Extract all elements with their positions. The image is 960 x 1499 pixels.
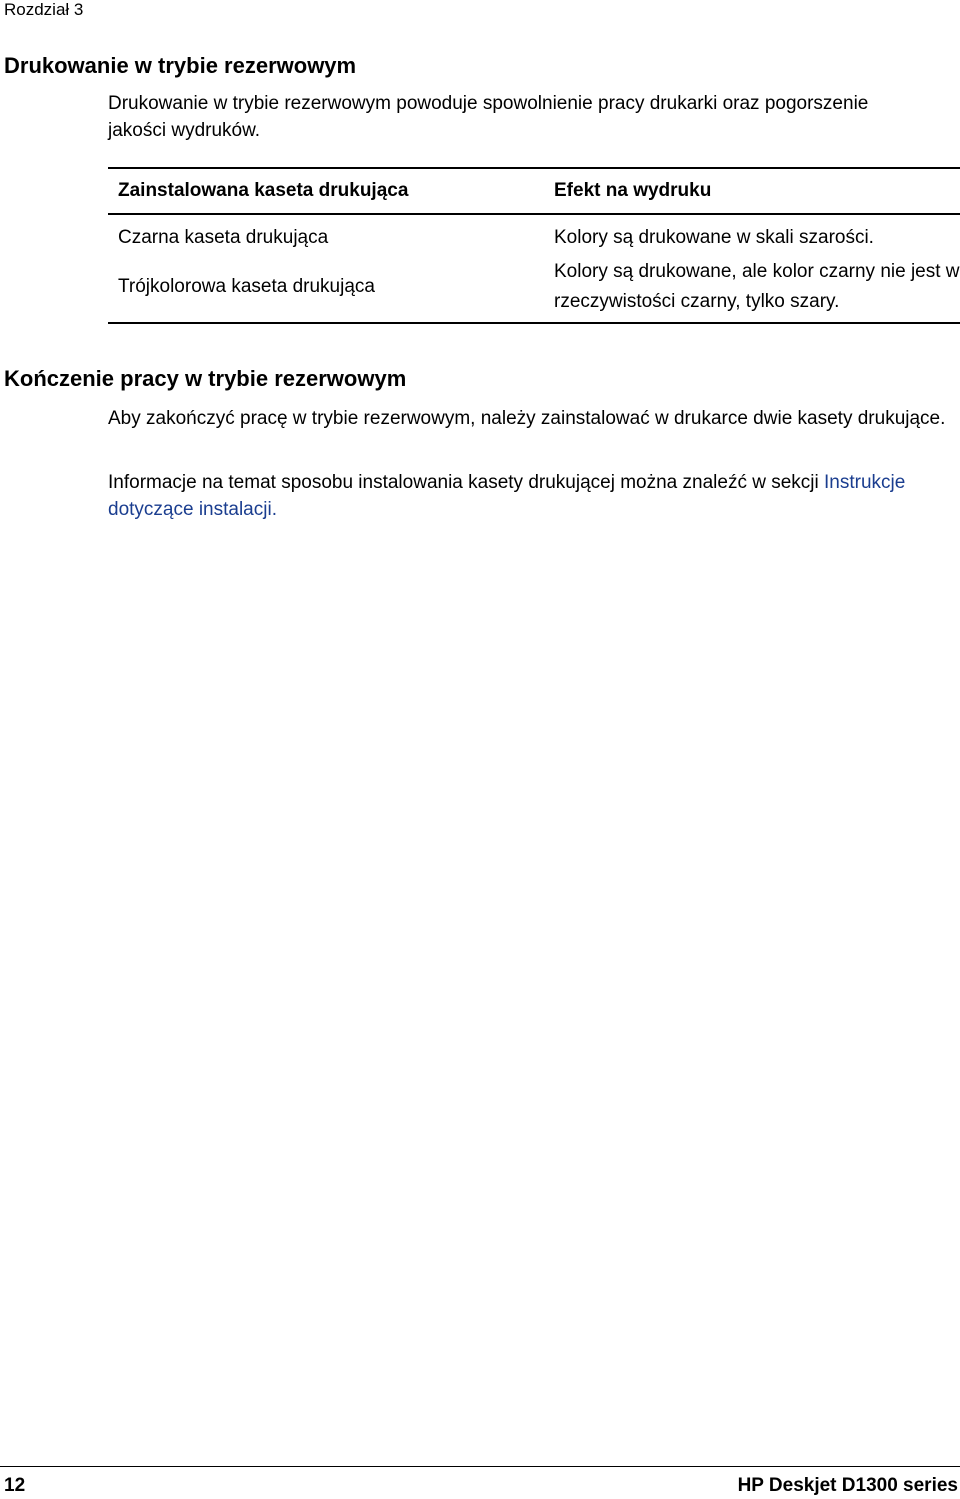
table-cell-cartridge: Trójkolorowa kaseta drukująca <box>118 276 375 297</box>
table-row <box>108 254 960 323</box>
table-cell-effect: Kolory są drukowane, ale kolor czarny nie jest w rzeczywistości czarny, tylko szary. <box>554 261 960 312</box>
install-info-paragraph <box>108 469 960 523</box>
table-header-row <box>108 168 960 214</box>
exit-paragraph: Aby zakończyć pracę w trybie rezerwowym, należy zainstalować w drukarce dwie kasety drukujące. <box>108 408 946 429</box>
table-header-cartridge: Zainstalowana kaseta drukująca <box>118 180 409 201</box>
table-row <box>108 214 960 254</box>
installation-instructions-link[interactable]: Instrukcje dotyczące instalacji. <box>108 472 906 520</box>
page-number: 12 <box>4 1475 26 1496</box>
section-title-reserve-mode: Drukowanie w trybie rezerwowym <box>4 53 357 78</box>
product-name: HP Deskjet D1300 series <box>737 1475 958 1496</box>
table-cell-effect: Kolory są drukowane w skali szarości. <box>554 227 874 248</box>
intro-paragraph: Drukowanie w trybie rezerwowym powoduje spowolnienie pracy drukarki oraz pogorszenie jakości wydruków. <box>108 93 869 141</box>
table-header-effect: Efekt na wydruku <box>554 180 712 201</box>
chapter-label: Rozdział 3 <box>4 0 84 19</box>
footer-divider <box>0 1466 960 1467</box>
install-info-text: Informacje na temat sposobu instalowania kasety drukującej można znaleźć w sekcji <box>108 472 825 493</box>
section-title-exit-reserve-mode: Kończenie pracy w trybie rezerwowym <box>4 366 407 391</box>
table-cell-cartridge: Czarna kaseta drukująca <box>118 227 329 248</box>
cartridge-effect-table <box>108 167 960 324</box>
